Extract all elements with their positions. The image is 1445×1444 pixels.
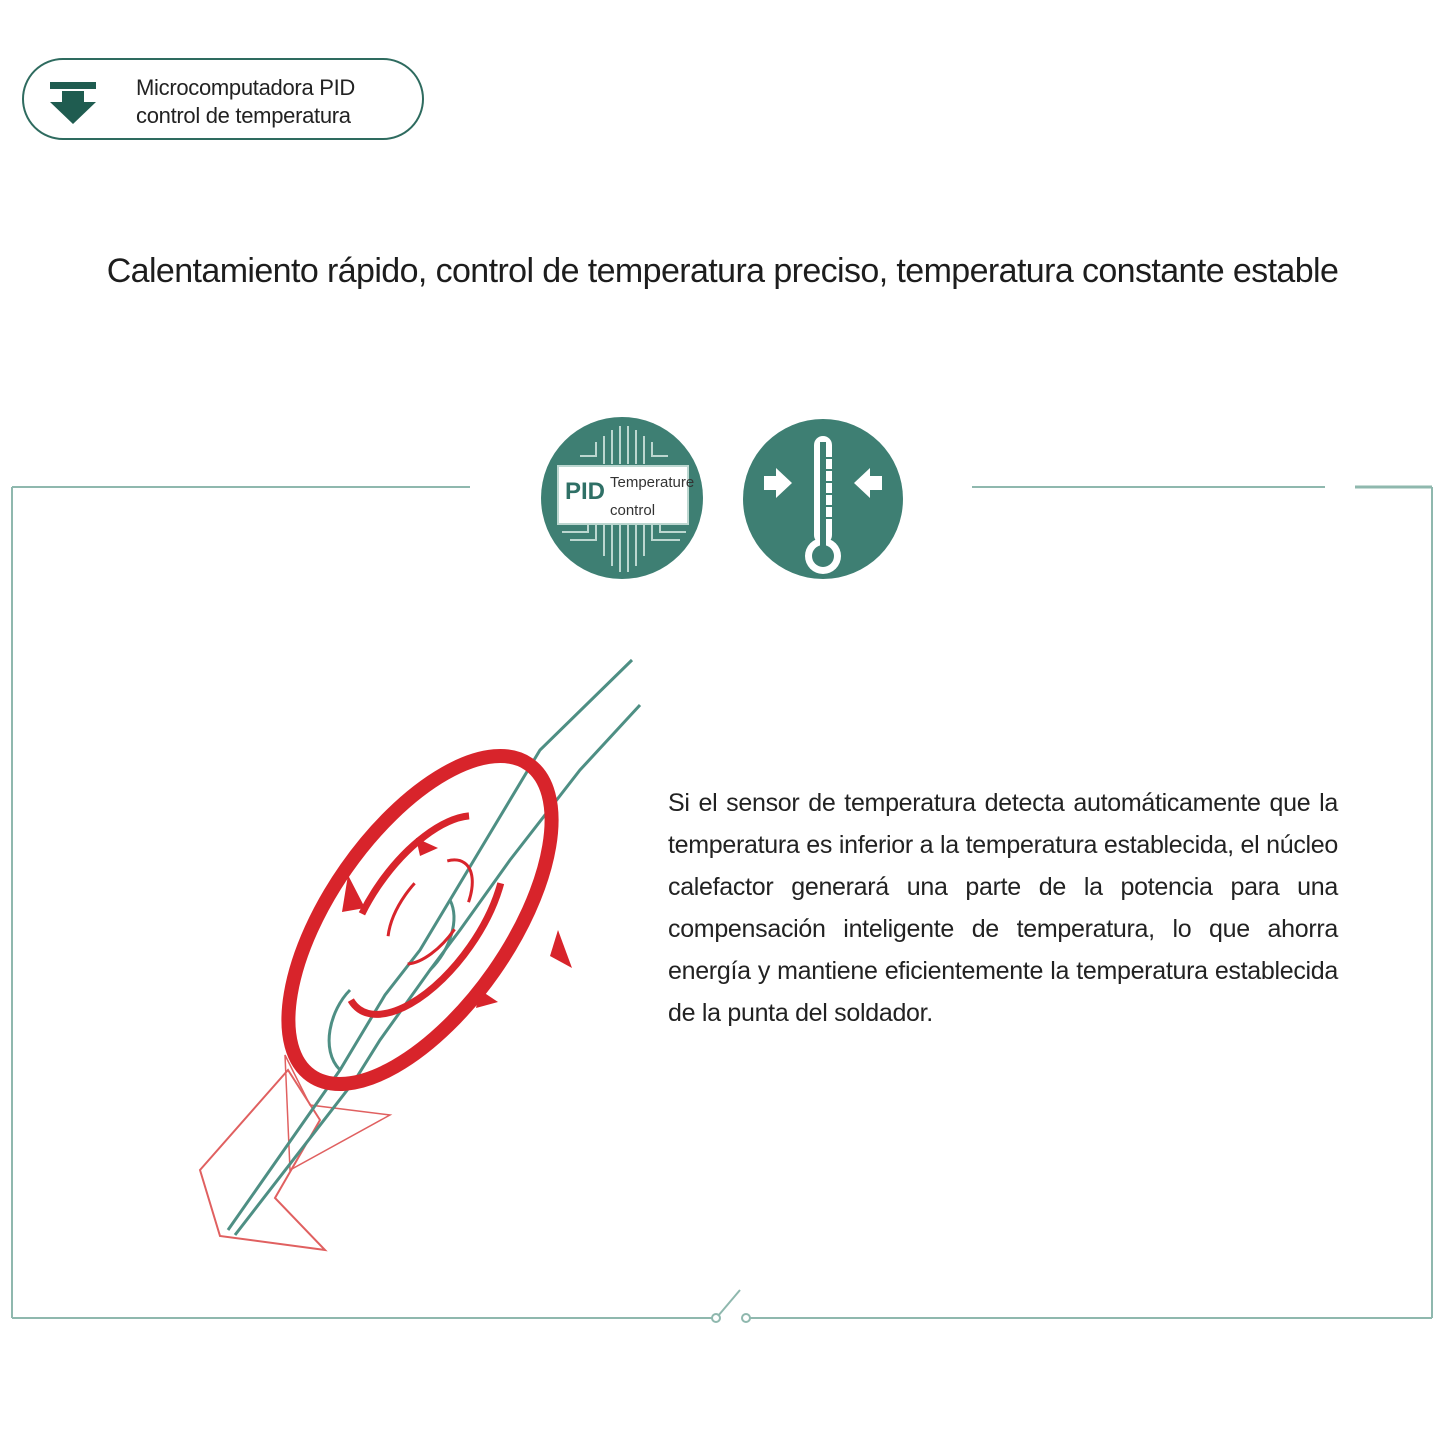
soldering-tip-illustration [180,650,660,1260]
arrow-down-icon [46,78,100,126]
pid-label: PID [565,478,606,505]
page-headline: Calentamiento rápido, control de temperatura preciso, temperatura constante estable [106,252,1339,290]
pill-label [136,74,416,130]
feature-header-pill [22,58,424,140]
thermometer-icon [742,418,904,580]
pill-label-line1: Microcomputadora PID [136,75,355,100]
pid-caption-line1: Temperature [610,474,695,491]
feature-description: Si el sensor de temperatura detecta automáticamente que la temperatura es inferior a la temperatura establecida, el núcleo calefactor generará una parte de la potencia para una compensación inteligente de temperatura, lo que ahorra energía y mantiene eficientemente la temperatura establecida de la punta del soldador. [668,789,1338,1027]
pid-caption-line2: control [610,502,656,519]
pill-label-line2: control de temperatura [136,103,351,128]
